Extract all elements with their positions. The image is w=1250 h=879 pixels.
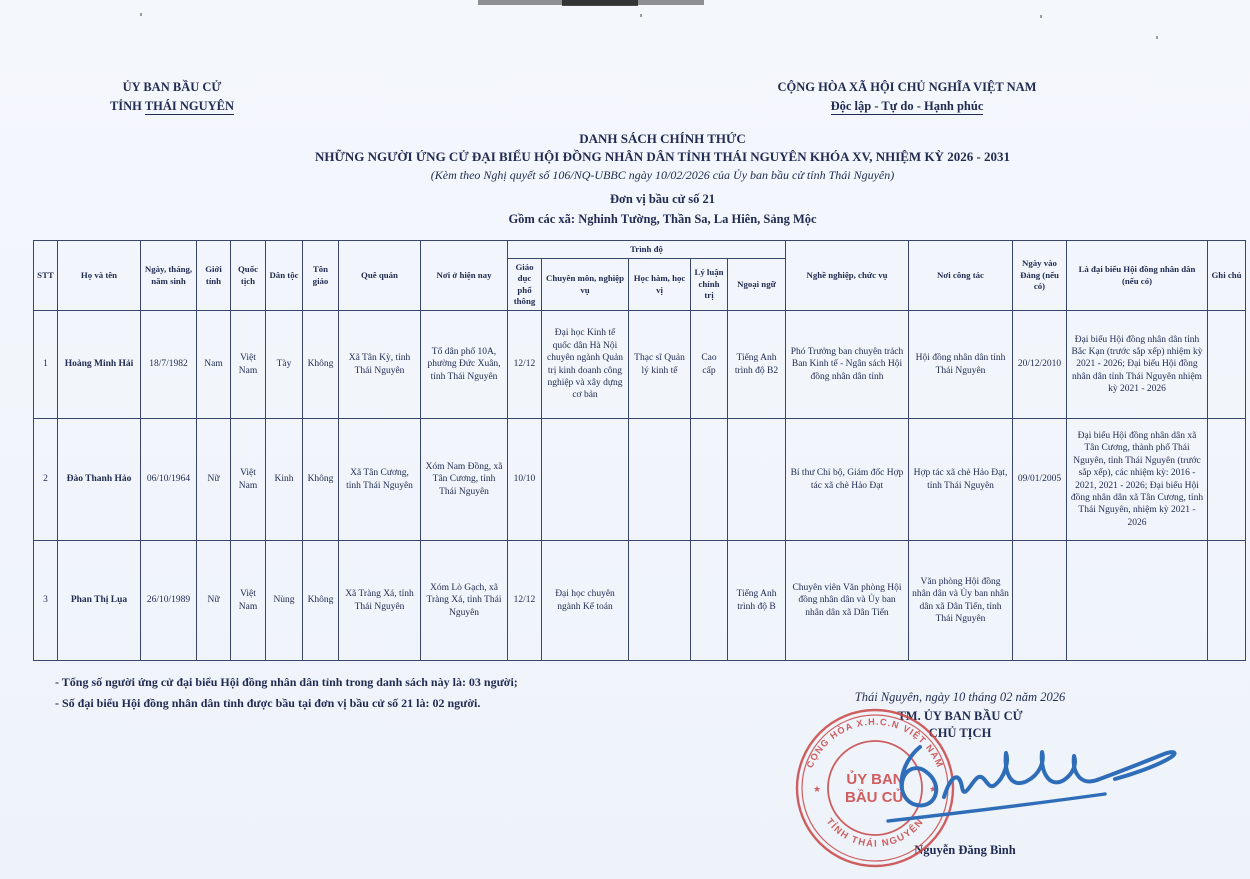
- cell-native-place: Xã Tân Cương, tỉnh Thái Nguyên: [339, 419, 421, 541]
- seal-center-line1: ỦY BAN: [846, 771, 904, 788]
- cell-political-theory: [691, 419, 728, 541]
- cell-council-member: [1067, 541, 1208, 661]
- th-party-date: Ngày vào Đảng (nếu có): [1013, 241, 1067, 311]
- th-professional: Chuyên môn, nghiệp vụ: [542, 259, 629, 311]
- elected-count-note: - Số đại biểu Hội đồng nhân dân tỉnh được bầu tại đơn vị bầu cử số 21 là: 02 người.: [55, 696, 481, 710]
- seal-star-left-icon: ★: [812, 784, 822, 794]
- cell-professional: Đại học Kinh tế quốc dân Hà Nội chuyên ngành Quản trị kinh doanh công nghiệp và xây dựng cơ bản: [542, 311, 629, 419]
- cell-party-date: [1013, 541, 1067, 661]
- seal-bottom-arc-text: TỈNH THÁI NGUYÊN: [823, 816, 927, 850]
- cell-birth: 06/10/1964: [141, 419, 197, 541]
- cell-ethnicity: Tày: [266, 311, 303, 419]
- cell-workplace: Hợp tác xã chè Hảo Đạt, tỉnh Thái Nguyên: [909, 419, 1013, 541]
- cell-birth: 18/7/1982: [141, 311, 197, 419]
- th-foreign-language: Ngoại ngữ: [728, 259, 786, 311]
- cell-religion: Không: [303, 419, 339, 541]
- cell-occupation: Bí thư Chi bộ, Giám đốc Hợp tác xã chè Hảo Đạt: [786, 419, 909, 541]
- cell-foreign-language: Tiếng Anh trình độ B2: [728, 311, 786, 419]
- table-row: [34, 311, 1246, 419]
- handwritten-signature: [858, 733, 1193, 833]
- signer-name: Nguyễn Đăng Bình: [914, 843, 1016, 857]
- issuing-body-province: THÁI NGUYÊN: [144, 98, 235, 113]
- doc-title-note: (Kèm theo Nghị quyết số 106/NQ-UBBC ngày 10/02/2026 của Ủy ban bầu cử tỉnh Thái Nguyên): [430, 168, 895, 183]
- cell-party-date: 09/01/2005: [1013, 419, 1067, 541]
- cell-nationality: Việt Nam: [231, 419, 266, 541]
- national-header: [712, 78, 1102, 116]
- th-birth-date: Ngày, tháng, năm sinh: [141, 241, 197, 311]
- cell-residence: Xóm Lò Gạch, xã Tràng Xá, tỉnh Thái Nguyên: [421, 541, 508, 661]
- th-academic: Học hàm, học vị: [629, 259, 691, 311]
- national-title: CỘNG HÒA XÃ HỘI CHỦ NGHĨA VIỆT NAM: [777, 80, 1037, 94]
- issuing-body-line2: [82, 97, 262, 116]
- cell-religion: Không: [303, 541, 339, 661]
- cell-religion: Không: [303, 311, 339, 419]
- scan-artifact-bar-dark: [562, 0, 638, 6]
- total-candidates-note: - Tổng số người ứng cử đại biểu Hội đồng nhân dân tỉnh trong danh sách này là: 03 người;: [55, 675, 518, 689]
- cell-professional: Đại học chuyên ngành Kế toán: [542, 541, 629, 661]
- candidates-table: [33, 240, 1246, 661]
- signature-stroke-loop: [901, 747, 936, 805]
- seal-star-right-icon: ★: [928, 784, 938, 794]
- cell-gender: Nữ: [197, 419, 231, 541]
- signature-underline-stroke: [888, 794, 1105, 821]
- seal-center-line2: BẦU CỬ: [845, 789, 905, 806]
- cell-workplace: Hội đồng nhân dân tỉnh Thái Nguyên: [909, 311, 1013, 419]
- cell-general-education: 10/10: [508, 419, 542, 541]
- scan-speck: [640, 14, 642, 17]
- th-residence: Nơi ở hiện nay: [421, 241, 508, 311]
- cell-council-member: Đại biểu Hội đồng nhân dân xã Tân Cương, thành phố Thái Nguyên, tỉnh Thái Nguyên (trước sắp xếp), các nhiệm kỳ: 2016 - 2021, 2021 - 2026; Đại biểu Hội đồng nhân dân xã Tân Cương, tỉnh Thái Nguyên, nhiệm kỳ 2021 - 2026: [1067, 419, 1208, 541]
- cell-nationality: Việt Nam: [231, 311, 266, 419]
- issuing-body-prefix: TỈNH: [109, 98, 145, 113]
- cell-political-theory: Cao cấp: [691, 311, 728, 419]
- cell-gender: Nữ: [197, 541, 231, 661]
- th-stt: STT: [34, 241, 58, 311]
- th-qualification-group: Trình độ: [508, 241, 786, 259]
- th-religion: Tôn giáo: [303, 241, 339, 311]
- national-motto-text: Độc lập - Tự do - Hạnh phúc: [830, 98, 984, 113]
- th-political-theory: Lý luận chính trị: [691, 259, 728, 311]
- th-council-member: Là đại biểu Hội đồng nhân dân (nếu có): [1067, 241, 1208, 311]
- signature-stroke-tail: [1097, 752, 1175, 780]
- cell-academic: [629, 419, 691, 541]
- table-row: [34, 419, 1246, 541]
- signature-role: CHỦ TỊCH: [928, 726, 992, 740]
- cell-native-place: Xã Tràng Xá, tỉnh Thái Nguyên: [339, 541, 421, 661]
- table-row: [34, 541, 1246, 661]
- cell-political-theory: [691, 541, 728, 661]
- cell-birth: 26/10/1989: [141, 541, 197, 661]
- cell-council-member: Đại biểu Hội đồng nhân dân tỉnh Bắc Kạn (trước sắp xếp) nhiệm kỳ 2021 - 2026; Đại biểu Hội đồng nhân dân tỉnh Thái Nguyên nhiệm kỳ 2021 - 2026: [1067, 311, 1208, 419]
- th-full-name: Họ và tên: [58, 241, 141, 311]
- scan-speck: [1040, 15, 1042, 18]
- cell-general-education: 12/12: [508, 541, 542, 661]
- cell-occupation: Phó Trưởng ban chuyên trách Ban Kinh tế - Ngân sách Hội đồng nhân dân tỉnh: [786, 311, 909, 419]
- cell-party-date: 20/12/2010: [1013, 311, 1067, 419]
- signature-date-line: Thái Nguyên, ngày 10 tháng 02 năm 2026: [854, 690, 1066, 704]
- cell-name: Hoàng Minh Hải: [58, 311, 141, 419]
- cell-notes: [1208, 419, 1246, 541]
- document-title-block: [120, 130, 1205, 228]
- cell-residence: Xóm Nam Đồng, xã Tân Cương, tỉnh Thái Nguyên: [421, 419, 508, 541]
- th-notes: Ghi chú: [1208, 241, 1246, 311]
- national-motto: [712, 97, 1102, 116]
- cell-residence: Tổ dân phố 10A, phường Đức Xuân, tỉnh Thái Nguyên: [421, 311, 508, 419]
- cell-general-education: 12/12: [508, 311, 542, 419]
- cell-stt: 1: [34, 311, 58, 419]
- cell-name: Đào Thanh Hảo: [58, 419, 141, 541]
- summary-notes: [55, 672, 518, 714]
- scan-speck: [140, 13, 142, 16]
- cell-stt: 3: [34, 541, 58, 661]
- signature-stroke-name: [944, 752, 1097, 797]
- th-occupation: Nghề nghiệp, chức vụ: [786, 241, 909, 311]
- seal-top-arc-text: CỘNG HÒA X.H.C.N VIỆT NAM: [804, 716, 946, 770]
- doc-title-line1: DANH SÁCH CHÍNH THỨC: [579, 131, 746, 146]
- cell-stt: 2: [34, 419, 58, 541]
- cell-foreign-language: Tiếng Anh trình độ B: [728, 541, 786, 661]
- cell-academic: [629, 541, 691, 661]
- th-gender: Giới tính: [197, 241, 231, 311]
- cell-gender: Nam: [197, 311, 231, 419]
- communes-list: Gồm các xã: Nghinh Tường, Thần Sa, La Hiên, Sảng Mộc: [508, 211, 817, 226]
- election-unit: Đơn vị bầu cử số 21: [609, 192, 716, 207]
- cell-ethnicity: Kinh: [266, 419, 303, 541]
- issuing-body-header: [82, 78, 262, 116]
- th-ethnicity: Dân tộc: [266, 241, 303, 311]
- th-workplace: Nơi công tác: [909, 241, 1013, 311]
- cell-academic: Thạc sĩ Quản lý kinh tế: [629, 311, 691, 419]
- cell-occupation: Chuyên viên Văn phòng Hội đồng nhân dân và Ủy ban nhân dân xã Dân Tiến: [786, 541, 909, 661]
- th-native-place: Quê quán: [339, 241, 421, 311]
- th-general-education: Giáo dục phổ thông: [508, 259, 542, 311]
- scan-speck: [1156, 36, 1158, 39]
- cell-ethnicity: Nùng: [266, 541, 303, 661]
- cell-professional: [542, 419, 629, 541]
- cell-native-place: Xã Tân Kỳ, tỉnh Thái Nguyên: [339, 311, 421, 419]
- cell-workplace: Văn phòng Hội đồng nhân dân và Ủy ban nhân dân xã Dân Tiến, tỉnh Thái Nguyên: [909, 541, 1013, 661]
- cell-foreign-language: [728, 419, 786, 541]
- issuing-body-line1: ỦY BAN BẦU CỬ: [122, 80, 222, 94]
- doc-title-line2: NHỮNG NGƯỜI ỨNG CỬ ĐẠI BIỂU HỘI ĐỒNG NHÂN DÂN TỈNH THÁI NGUYÊN KHÓA XV, NHIỆM KỲ 2026 - 2031: [314, 149, 1011, 165]
- cell-name: Phan Thị Lụa: [58, 541, 141, 661]
- signature-committee: TM. ỦY BAN BẦU CỬ: [897, 709, 1023, 723]
- cell-nationality: Việt Nam: [231, 541, 266, 661]
- cell-notes: [1208, 311, 1246, 419]
- cell-notes: [1208, 541, 1246, 661]
- th-nationality: Quốc tịch: [231, 241, 266, 311]
